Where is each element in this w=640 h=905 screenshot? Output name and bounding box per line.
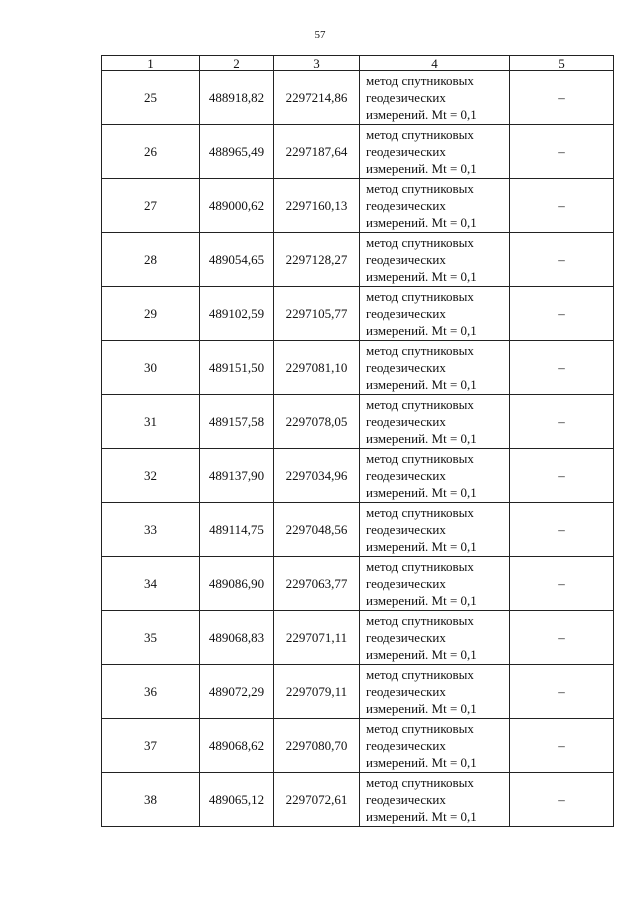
- coordinate-x: 489102,59: [200, 287, 274, 341]
- table-row: [102, 449, 614, 503]
- note-dash: –: [510, 341, 614, 395]
- header-col-2: 2: [200, 56, 274, 71]
- coordinate-x: 489065,12: [200, 773, 274, 827]
- method-line-2: геодезических: [366, 414, 446, 429]
- method-line-3: измерений. Mt = 0,1: [366, 809, 477, 824]
- coordinate-y: 2297214,86: [274, 71, 360, 125]
- note-dash: –: [510, 611, 614, 665]
- method-line-3: измерений. Mt = 0,1: [366, 377, 477, 392]
- method-line-1: метод спутниковых: [366, 451, 474, 466]
- method-line-3: измерений. Mt = 0,1: [366, 269, 477, 284]
- method-description: [360, 179, 510, 233]
- coordinate-y: 2297048,56: [274, 503, 360, 557]
- method-line-3: измерений. Mt = 0,1: [366, 323, 477, 338]
- method-line-1: метод спутниковых: [366, 73, 474, 88]
- method-line-3: измерений. Mt = 0,1: [366, 701, 477, 716]
- coordinate-y: 2297034,96: [274, 449, 360, 503]
- point-number: 31: [102, 395, 200, 449]
- point-number: 33: [102, 503, 200, 557]
- method-line-3: измерений. Mt = 0,1: [366, 755, 477, 770]
- coordinates-table: [101, 55, 614, 827]
- coordinate-y: 2297081,10: [274, 341, 360, 395]
- coordinate-x: 489068,62: [200, 719, 274, 773]
- method-line-2: геодезических: [366, 90, 446, 105]
- method-line-2: геодезических: [366, 360, 446, 375]
- method-description: [360, 611, 510, 665]
- method-line-2: геодезических: [366, 306, 446, 321]
- method-description: [360, 125, 510, 179]
- note-dash: –: [510, 125, 614, 179]
- method-description: [360, 665, 510, 719]
- coordinate-y: 2297078,05: [274, 395, 360, 449]
- coordinate-y: 2297063,77: [274, 557, 360, 611]
- header-col-4: 4: [360, 56, 510, 71]
- method-line-2: геодезических: [366, 468, 446, 483]
- method-line-1: метод спутниковых: [366, 613, 474, 628]
- method-line-3: измерений. Mt = 0,1: [366, 107, 477, 122]
- header-col-5: 5: [510, 56, 614, 71]
- method-description: [360, 395, 510, 449]
- method-description: [360, 557, 510, 611]
- method-description: [360, 719, 510, 773]
- table-row: [102, 71, 614, 125]
- coordinate-y: 2297080,70: [274, 719, 360, 773]
- note-dash: –: [510, 557, 614, 611]
- note-dash: –: [510, 773, 614, 827]
- point-number: 35: [102, 611, 200, 665]
- method-line-2: геодезических: [366, 792, 446, 807]
- method-line-1: метод спутниковых: [366, 667, 474, 682]
- coordinate-y: 2297079,11: [274, 665, 360, 719]
- method-description: [360, 773, 510, 827]
- method-line-1: метод спутниковых: [366, 775, 474, 790]
- method-line-2: геодезических: [366, 144, 446, 159]
- method-line-2: геодезических: [366, 576, 446, 591]
- method-line-2: геодезических: [366, 630, 446, 645]
- coordinate-x: 489072,29: [200, 665, 274, 719]
- table-row: [102, 503, 614, 557]
- table-row: [102, 179, 614, 233]
- method-line-3: измерений. Mt = 0,1: [366, 431, 477, 446]
- point-number: 30: [102, 341, 200, 395]
- method-line-1: метод спутниковых: [366, 397, 474, 412]
- method-line-3: измерений. Mt = 0,1: [366, 647, 477, 662]
- note-dash: –: [510, 71, 614, 125]
- note-dash: –: [510, 719, 614, 773]
- point-number: 34: [102, 557, 200, 611]
- note-dash: –: [510, 179, 614, 233]
- point-number: 25: [102, 71, 200, 125]
- coordinate-x: 489000,62: [200, 179, 274, 233]
- point-number: 38: [102, 773, 200, 827]
- coordinate-y: 2297187,64: [274, 125, 360, 179]
- method-description: [360, 449, 510, 503]
- method-line-2: геодезических: [366, 522, 446, 537]
- table-row: [102, 557, 614, 611]
- method-line-1: метод спутниковых: [366, 235, 474, 250]
- table-row: [102, 611, 614, 665]
- point-number: 37: [102, 719, 200, 773]
- coordinate-x: 488965,49: [200, 125, 274, 179]
- method-line-2: геодезических: [366, 738, 446, 753]
- method-description: [360, 341, 510, 395]
- method-line-1: метод спутниковых: [366, 559, 474, 574]
- method-line-1: метод спутниковых: [366, 181, 474, 196]
- coordinate-x: 489151,50: [200, 341, 274, 395]
- method-line-2: геодезических: [366, 252, 446, 267]
- table-row: [102, 287, 614, 341]
- method-line-3: измерений. Mt = 0,1: [366, 539, 477, 554]
- coordinate-y: 2297160,13: [274, 179, 360, 233]
- point-number: 36: [102, 665, 200, 719]
- method-line-1: метод спутниковых: [366, 721, 474, 736]
- point-number: 29: [102, 287, 200, 341]
- coordinate-x: 488918,82: [200, 71, 274, 125]
- method-line-3: измерений. Mt = 0,1: [366, 161, 477, 176]
- header-col-1: 1: [102, 56, 200, 71]
- method-line-3: измерений. Mt = 0,1: [366, 485, 477, 500]
- method-line-1: метод спутниковых: [366, 289, 474, 304]
- method-description: [360, 233, 510, 287]
- method-line-1: метод спутниковых: [366, 127, 474, 142]
- header-col-3: 3: [274, 56, 360, 71]
- method-line-2: геодезических: [366, 198, 446, 213]
- method-description: [360, 287, 510, 341]
- method-line-3: измерений. Mt = 0,1: [366, 215, 477, 230]
- coordinate-x: 489114,75: [200, 503, 274, 557]
- point-number: 28: [102, 233, 200, 287]
- page-number: 57: [314, 29, 326, 41]
- note-dash: –: [510, 449, 614, 503]
- method-line-1: метод спутниковых: [366, 343, 474, 358]
- note-dash: –: [510, 503, 614, 557]
- method-line-1: метод спутниковых: [366, 505, 474, 520]
- note-dash: –: [510, 395, 614, 449]
- method-line-3: измерений. Mt = 0,1: [366, 593, 477, 608]
- header-row: [102, 56, 614, 71]
- coordinate-x: 489068,83: [200, 611, 274, 665]
- table-row: [102, 773, 614, 827]
- coordinate-x: 489157,58: [200, 395, 274, 449]
- method-line-2: геодезических: [366, 684, 446, 699]
- table-row: [102, 665, 614, 719]
- coordinate-x: 489137,90: [200, 449, 274, 503]
- point-number: 32: [102, 449, 200, 503]
- table-row: [102, 719, 614, 773]
- note-dash: –: [510, 665, 614, 719]
- table-row: [102, 395, 614, 449]
- method-description: [360, 71, 510, 125]
- point-number: 27: [102, 179, 200, 233]
- table-row: [102, 125, 614, 179]
- coordinate-x: 489086,90: [200, 557, 274, 611]
- coordinate-y: 2297071,11: [274, 611, 360, 665]
- coordinate-y: 2297128,27: [274, 233, 360, 287]
- coordinate-y: 2297072,61: [274, 773, 360, 827]
- table-row: [102, 233, 614, 287]
- table-header: [102, 56, 614, 71]
- point-number: 26: [102, 125, 200, 179]
- coordinate-x: 489054,65: [200, 233, 274, 287]
- coordinate-y: 2297105,77: [274, 287, 360, 341]
- table-body: [102, 71, 614, 827]
- table-row: [102, 341, 614, 395]
- note-dash: –: [510, 287, 614, 341]
- note-dash: –: [510, 233, 614, 287]
- method-description: [360, 503, 510, 557]
